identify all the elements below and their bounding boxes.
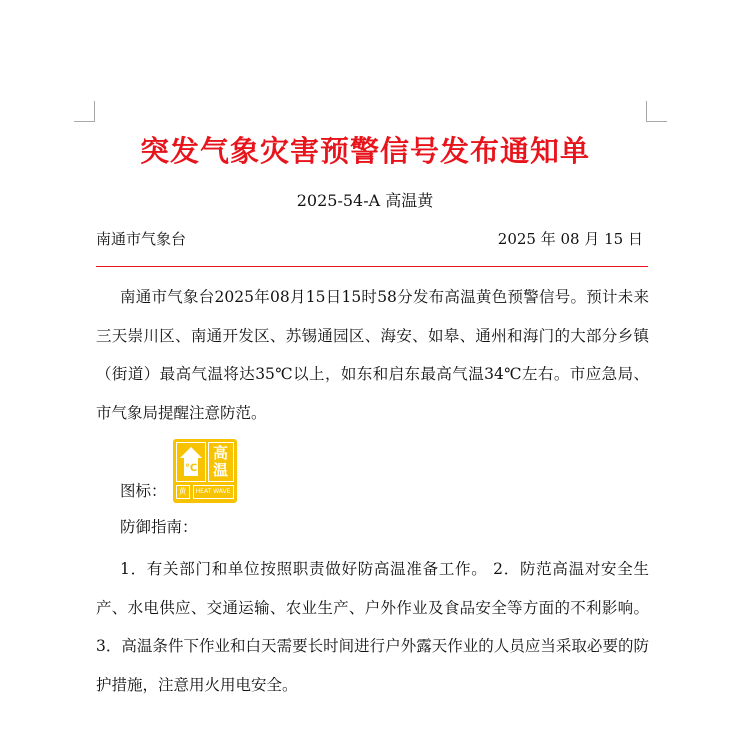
- degree-celsius-symbol: ℃: [184, 463, 197, 474]
- warning-text-top: 高: [213, 444, 229, 462]
- document-title: 突发气象灾害预警信号发布通知单: [139, 134, 590, 168]
- page-corner-mark-top-left: [74, 101, 95, 122]
- guide-paragraph: 1．有关部门和单位按照职责做好防高温准备工作。 2．防范高温对安全生产、水电供应、交通运输、农业生产、户外作业及食品安全等方面的不利影响。 3．高温条件下作业和白天需要长时间进行户外露天作业的人员应当采取必要的防护措施，注意用火用电安全。: [96, 560, 649, 694]
- document-subtitle: 2025-54-A 高温黄: [296, 191, 434, 210]
- issuer-name: 南通市气象台: [96, 230, 187, 248]
- issue-date: 2025 年 08 月 15 日: [497, 230, 643, 248]
- guide-heading: 防御指南：: [120, 518, 198, 536]
- header-divider: [96, 266, 648, 267]
- icon-line: [120, 437, 237, 503]
- warning-body-paragraph: 南通市气象台2025年08月15日15时58分发布高温黄色预警信号。预计未来三天崇川区、南通开发区、苏锡通园区、海安、如皋、通州和海门的大部分乡镇（街道）最高气温将达35℃以上，如东和启东最高气温34℃左右。市应急局、市气象局提醒注意防范。: [96, 288, 649, 422]
- high-temperature-yellow-warning-icon: [173, 439, 237, 503]
- warning-english-label: HEAT WAVE: [193, 485, 234, 499]
- warning-text-bottom: 温: [213, 461, 229, 479]
- warning-type-text: [208, 442, 234, 482]
- warning-color-glyph: 黄: [176, 485, 190, 499]
- icon-label: 图标：: [120, 482, 167, 500]
- page-corner-mark-top-right: [646, 101, 667, 122]
- thermometer-house-icon: [176, 442, 206, 482]
